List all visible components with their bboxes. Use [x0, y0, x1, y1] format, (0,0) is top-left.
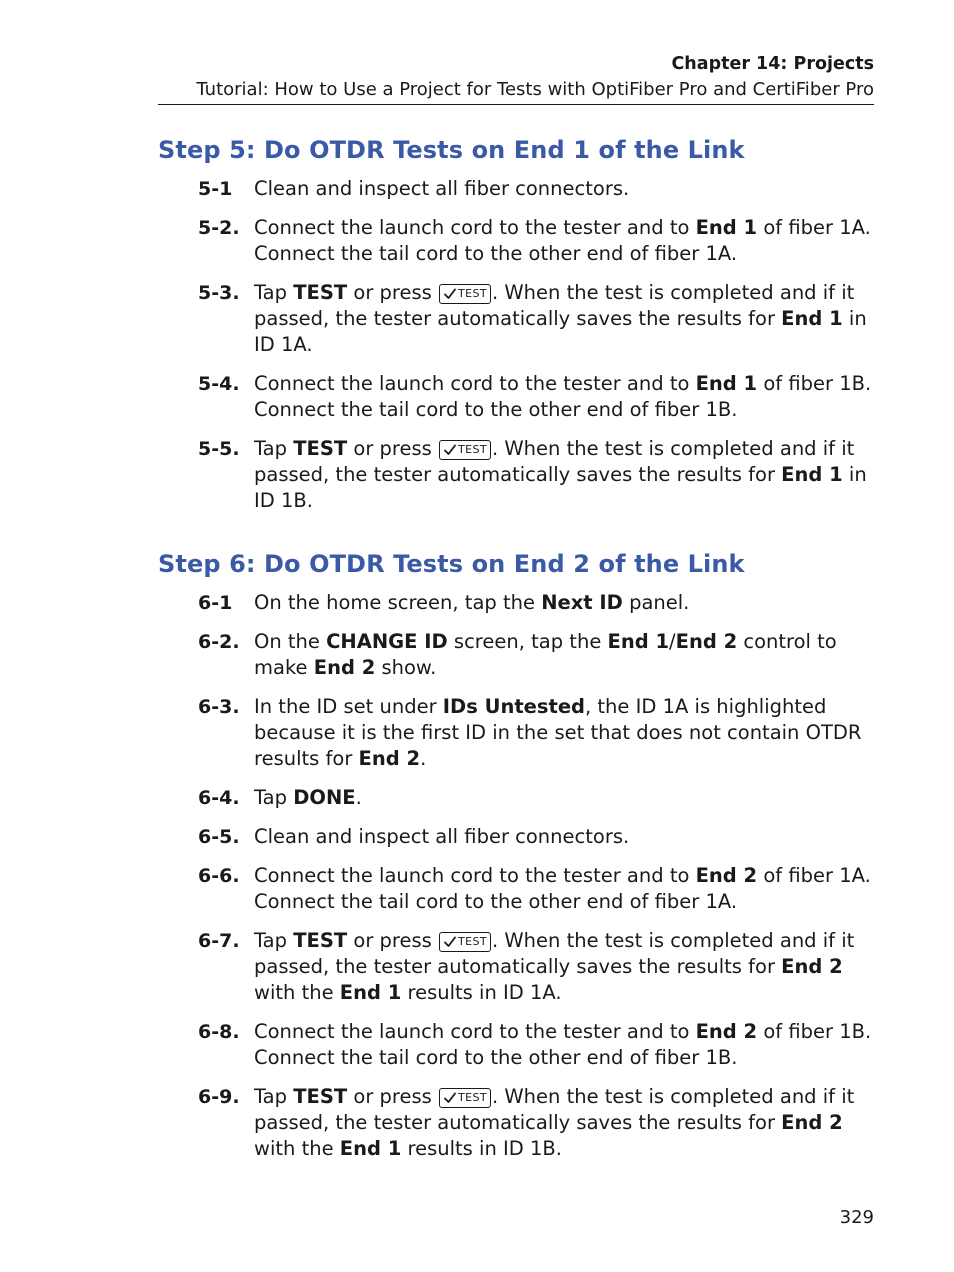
bold-term: End 1 — [607, 630, 670, 653]
bold-term: CHANGE ID — [326, 630, 448, 653]
text-run: On the home screen, tap the — [254, 591, 542, 614]
text-run: or press — [347, 281, 439, 304]
text-run: . When the test is completed and if it passed, the tester automatically saves the results for — [254, 929, 855, 978]
tutorial-title: Tutorial: How to Use a Project for Tests with OptiFiber Pro and CertiFiber Pro — [196, 79, 874, 100]
step-number: 5-1 — [198, 178, 233, 200]
text-run: Clean and inspect all fiber connectors. — [254, 825, 630, 848]
step-number: 6-9. — [198, 1086, 240, 1108]
text-run: . — [355, 786, 362, 809]
step-number: 6-3. — [198, 696, 240, 718]
text-run: results in ID 1B. — [401, 1137, 562, 1160]
text-run: or press — [347, 437, 439, 460]
text-run: Connect the launch cord to the tester and to — [254, 864, 696, 887]
bold-term: End 2 — [781, 1111, 843, 1134]
text-run: of fiber 1A. Connect the tail cord to the other end of fiber 1A. — [254, 864, 871, 913]
bold-term: End 1 — [781, 307, 843, 330]
text-run: results in ID 1A. — [401, 981, 562, 1004]
text-run: Connect the launch cord to the tester and to — [254, 372, 696, 395]
list-item — [158, 280, 874, 358]
list-item — [158, 436, 874, 514]
bold-term: End 2 — [781, 955, 843, 978]
step-text — [254, 694, 874, 772]
text-run: . When the test is completed and if it passed, the tester automatically saves the results for — [254, 437, 855, 486]
text-run: of fiber 1A. Connect the tail cord to the other end of fiber 1A. — [254, 216, 871, 265]
text-run: Tap — [254, 437, 294, 460]
step-text — [254, 863, 874, 915]
text-run: or press — [347, 1085, 439, 1108]
text-run: / — [669, 630, 676, 653]
bold-term: TEST — [293, 281, 348, 304]
bold-term: End 2 — [358, 747, 421, 770]
test-key-label: TEST — [458, 443, 487, 456]
step-list — [158, 176, 874, 514]
bold-term: Next ID — [541, 591, 623, 614]
step-number: 5-5. — [198, 438, 240, 460]
step-text — [254, 371, 874, 423]
step-number: 6-5. — [198, 826, 240, 848]
text-run: Connect the launch cord to the tester and to — [254, 216, 696, 239]
text-run: On the — [254, 630, 327, 653]
text-run: of fiber 1B. Connect the tail cord to the other end of fiber 1B. — [254, 1020, 872, 1069]
list-item — [158, 176, 874, 202]
section-step-5 — [158, 134, 874, 527]
test-key-label: TEST — [458, 287, 487, 300]
step-text — [254, 785, 874, 811]
step-text — [254, 436, 874, 514]
test-key-icon — [439, 932, 491, 952]
text-run: Tap — [254, 929, 294, 952]
bold-term: End 2 — [695, 1020, 758, 1043]
text-run: Connect the launch cord to the tester and to — [254, 1020, 696, 1043]
step-text — [254, 215, 874, 267]
text-run: . When the test is completed and if it passed, the tester automatically saves the results for — [254, 281, 855, 330]
text-run: control to make — [254, 630, 837, 679]
text-run: of fiber 1B. Connect the tail cord to the other end of fiber 1B. — [254, 372, 872, 421]
text-run: or press — [347, 929, 439, 952]
step-text — [254, 176, 874, 202]
running-header — [158, 52, 874, 105]
bold-term: End 1 — [339, 1137, 402, 1160]
step-number: 6-4. — [198, 787, 240, 809]
bold-term: End 1 — [339, 981, 402, 1004]
section-heading: Step 5: Do OTDR Tests on End 1 of the Link — [158, 136, 745, 164]
section-heading: Step 6: Do OTDR Tests on End 2 of the Link — [158, 550, 745, 578]
test-key-label: TEST — [458, 1091, 487, 1104]
step-text — [254, 1084, 874, 1162]
test-key-icon — [439, 440, 491, 460]
list-item — [158, 1084, 874, 1162]
list-item — [158, 590, 874, 616]
list-item — [158, 629, 874, 681]
bold-term: TEST — [293, 929, 348, 952]
step-text — [254, 590, 874, 616]
text-run: , the ID 1A is highlighted because it is the first ID in the set that does not contain OTDR results for — [254, 695, 862, 770]
text-run: in ID 1B. — [254, 463, 867, 512]
step-text — [254, 280, 874, 358]
text-run: with the — [254, 1137, 340, 1160]
text-run: with the — [254, 981, 340, 1004]
bold-term: End 2 — [675, 630, 738, 653]
list-item — [158, 215, 874, 267]
text-run: panel. — [622, 591, 690, 614]
step-number: 6-8. — [198, 1021, 240, 1043]
bold-term: End 1 — [781, 463, 843, 486]
list-item — [158, 824, 874, 850]
step-text — [254, 1019, 874, 1071]
step-text — [254, 629, 874, 681]
test-key-label: TEST — [458, 935, 487, 948]
step-number: 5-2. — [198, 217, 240, 239]
test-key-icon — [439, 1088, 491, 1108]
list-item — [158, 863, 874, 915]
list-item — [158, 785, 874, 811]
step-number: 6-1 — [198, 592, 233, 614]
bold-term: DONE — [293, 786, 356, 809]
bold-term: IDs Untested — [442, 695, 586, 718]
step-number: 6-2. — [198, 631, 240, 653]
text-run: . — [420, 747, 427, 770]
step-number: 6-6. — [198, 865, 240, 887]
bold-term: End 2 — [695, 864, 758, 887]
bold-term: TEST — [293, 1085, 348, 1108]
test-key-icon — [439, 284, 491, 304]
step-list — [158, 590, 874, 1162]
step-number: 5-3. — [198, 282, 240, 304]
text-run: . When the test is completed and if it passed, the tester automatically saves the results for — [254, 1085, 855, 1134]
bold-term: End 2 — [313, 656, 376, 679]
text-run: in ID 1A. — [254, 307, 867, 356]
step-text — [254, 928, 874, 1006]
list-item — [158, 1019, 874, 1071]
bold-term: TEST — [293, 437, 348, 460]
step-number: 6-7. — [198, 930, 240, 952]
bold-term: End 1 — [695, 372, 758, 395]
section-step-6 — [158, 548, 874, 1175]
text-run: screen, tap the — [447, 630, 608, 653]
chapter-title: Chapter 14: Projects — [671, 54, 874, 74]
text-run: Tap — [254, 786, 294, 809]
step-text — [254, 824, 874, 850]
text-run: Tap — [254, 281, 294, 304]
list-item — [158, 928, 874, 1006]
list-item — [158, 371, 874, 423]
page-number: 329 — [839, 1207, 874, 1228]
text-run: Clean and inspect all fiber connectors. — [254, 177, 630, 200]
text-run: In the ID set under — [254, 695, 443, 718]
step-number: 5-4. — [198, 373, 240, 395]
text-run: Tap — [254, 1085, 294, 1108]
bold-term: End 1 — [695, 216, 758, 239]
text-run: show. — [375, 656, 437, 679]
list-item — [158, 694, 874, 772]
